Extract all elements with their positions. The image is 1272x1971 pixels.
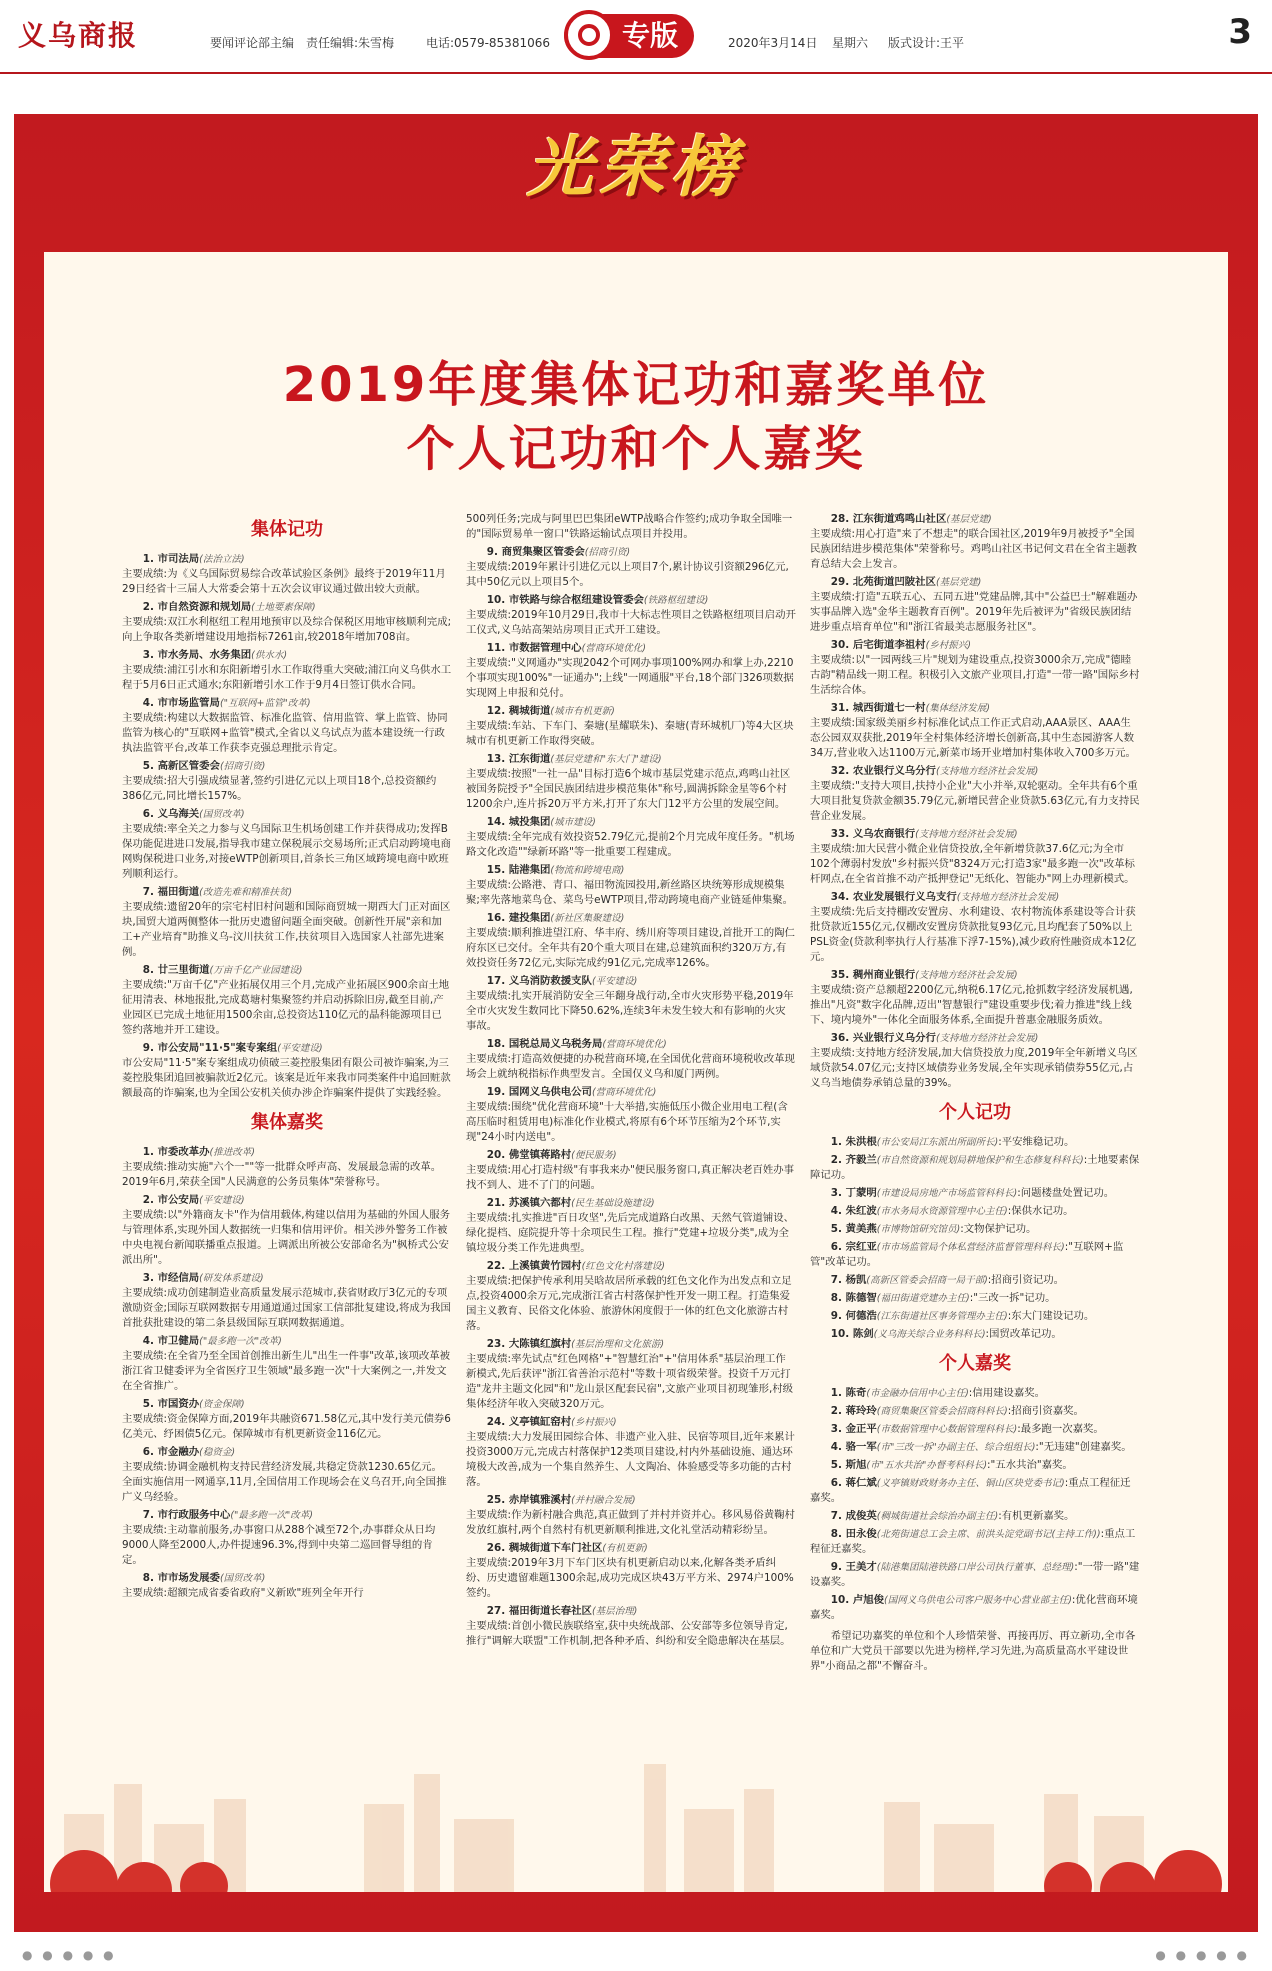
column-3 [810,512,1140,1674]
item-name: 13. 江东街道 [486,753,551,765]
item-name: 15. 陆港集团 [486,864,551,876]
item-name: 3. 金正平 [830,1423,877,1435]
item-text: :国贸改革记功。 [985,1328,1062,1340]
item-tag: (新社区集聚建设) [550,913,625,924]
list-item [810,1186,1140,1201]
item-text: 主要成绩:"支持大项目,扶持小企业"大小并举,双轮驱动。全年共有6个重大项目批复贷款金额35.79亿元,新增民营企业贷款5.63亿元,有力支持民营企业发展。 [810,780,1140,822]
list-item [810,575,1140,635]
item-tag: (资金保障) [199,1399,245,1410]
item-text: 主要成绩:为《义乌国际贸易综合改革试验区条例》最终于2019年11月29日经省十三届人大常委会第十五次会议审议通过做出较大贡献。 [122,568,446,595]
item-text: 主要成绩:招大引强成绩显著,签约引进亿元以上项目18个,总投资额约386亿元,同比增长157%。 [122,775,437,802]
item-tag: (北苑街道总工会主席、前洪头淀党副书记(主持工作)) [876,1529,1101,1540]
item-name: 6. 宗红亚 [830,1241,877,1253]
item-name: 32. 农业银行义乌分行 [830,765,936,777]
item-tag: (市博物馆研究馆员) [876,1224,961,1235]
item-text: 主要成绩:资产总额超2200亿元,纳税6.17亿元,抢抓数字经济发展机遇,推出"凡资"数字化品牌,迈出"智慧银行"建设重要步伐;着力推进"线上线下、境内境外"一体化全面服务体系,全面提升普惠金融服务质效。 [810,984,1133,1026]
item-tag: (商贸集聚区管委会招商科科长) [876,1406,1008,1417]
item-text: 主要成绩:作为新村融合典范,真正做到了并村并资并心。移风易俗黄鞠村发放红旗村,两个自然村有机更新顺利推进,文化礼堂活动精彩纷呈。 [466,1509,795,1536]
item-tag: (国贸改革) [219,1573,266,1584]
list-item [122,696,452,756]
list-item [122,963,452,1038]
item-text: 主要成绩:成功创建制造业高质量发展示范城市,获省财政厅3亿元的专项激励资金;国际互联网数据专用通道通过国家工信部批复建设,将成为我国首批获批建设的第二条县级国际互联网数据通道。 [122,1287,451,1329]
list-item [466,704,796,749]
list-item [466,1085,796,1145]
item-text: 主要成绩:公路港、青口、福田物流园投用,新丝路区块统筹形成规模集聚;率先落地菜鸟仓、菜鸟号eWTP项目,带动跨境电商产业链延伸集聚。 [466,879,794,906]
list-item [810,638,1140,698]
item-text: :招商引资记功。 [987,1274,1065,1286]
item-text: 主要成绩:浦江引水和东阳新增引水工作取得重大突破;浦江向义乌供水工程于5月6日正式通水;东阳新增引水工作于9月4日签订供水合同。 [122,664,452,691]
list-item [810,1153,1140,1183]
item-tag: (平安建设) [199,1195,245,1206]
item-tag: (市建设局房地产市场监管科科长) [876,1188,1018,1199]
item-tag: (营商环境优化) [581,643,646,654]
list-item [810,1240,1140,1270]
item-tag: (市市场监管局个体私营经济监督管理科科长) [876,1242,1065,1253]
list-item [810,701,1140,761]
item-text: 市公安局"11·5"案专案组成功侦破三菱控股集团有限公司被诈骗案,为三菱控股集团追回被骗款近2亿元。该案是近年来我市同类案件中追回赃款额最高的诈骗案,也为全国公安机关侦办涉企诈骗案件提供了实践经验。 [122,1057,451,1099]
item-name: 33. 义乌农商银行 [830,828,916,840]
item-name: 11. 市数据管理中心 [486,642,582,654]
item-name: 8. 陈德智 [830,1292,877,1304]
item-text: 主要成绩:支持地方经济发展,加大信贷投放力度,2019年全年新增义乌区域贷款54.07亿元;支持区域债券业务发展,全年实现承销债券55亿元,占义乌当地债券承销总量的39%。 [810,1047,1138,1089]
banner [474,120,796,216]
item-tag: (便民服务) [571,1150,617,1161]
item-tag: (陆港集团陆港铁路口岸公司执行董事、总经理) [876,1562,1075,1573]
item-tag: (供水水) [251,650,288,661]
item-name: 25. 赤岸镇雅溪村 [486,1494,572,1506]
item-text: 主要成绩:顺利推进望江府、华丰府、绣川府等项目建设,首批开工的陶仁府东区已交付。全年共有20个重大项目在建,总建筑面积约320万方,有效投资任务72亿元,实际完成约91亿元,完成率126%。 [466,927,795,969]
item-name: 10. 陈剑 [830,1328,874,1340]
item-tag: (民生基础设施建设) [571,1198,655,1209]
city-skyline-image [44,1744,1228,1892]
item-name: 6. 义乌海关 [142,808,200,820]
item-text: 主要成绩:2019年累计引进亿元以上项目7个,累计协议引资额296亿元,其中50亿元以上项目5个。 [466,561,789,588]
item-tag: ("最多跑一次"改革) [230,1510,313,1521]
item-name: 5. 黄美燕 [830,1223,877,1235]
item-text: 主要成绩:2019年10月29日,我市十大标志性项目之铁路枢纽项目启动开工仪式,义乌站高架站房项目正式开工建设。 [466,609,796,636]
list-item [810,1422,1140,1437]
item-name: 18. 国税总局义乌税务局 [486,1038,603,1050]
item-name: 8. 市市场发展委 [142,1572,220,1584]
item-text: 主要成绩:大力发展田园综合体、非遗产业入驻、民宿等项目,近年来累计投资3000万元,完成古村落保护12类项目建设,村内外基础设施、通达环境极大改善,成为一个集自然养生、人文陶冶、体验感受等多功能的古村落。 [466,1431,795,1488]
list-item [810,1291,1140,1306]
list-item [810,512,1140,572]
item-name: 7. 福田街道 [142,886,200,898]
item-name: 7. 成俊英 [830,1510,877,1522]
item-name: 34. 农业发展银行义乌支行 [830,891,957,903]
item-text: :有机更新嘉奖。 [998,1510,1075,1522]
list-item [122,1445,452,1505]
list-item [466,1604,796,1649]
item-name: 7. 市行政服务中心 [142,1509,231,1521]
item-name: 36. 兴业银行义乌分行 [830,1032,936,1044]
list-item [810,827,1140,887]
list-item [466,974,796,1034]
item-tag: (招商引资) [219,761,266,772]
item-name: 1. 陈奇 [830,1387,867,1399]
item-text: 主要成绩:扎实推进"百日攻坚",先后完成道路白改黑、天然气管道铺设、绿化提档、庭院提升等十余项民生工程。推行"党建+垃圾分类",成为全镇垃圾分类工作先进典型。 [466,1212,795,1254]
collective-commendation-list [122,1145,452,1601]
item-tag: (支持地方经济社会发展) [915,829,1018,840]
section-label: 专版 [564,14,694,58]
item-tag: (市"三改一拆"办副主任、综合组组长) [876,1442,1036,1453]
list-item [122,759,452,804]
item-text: 主要成绩:扎实开展消防安全三年翻身战行动,全市火灾形势平稳,2019年全市火灾发生数同比下降50.62%,连续3年未发生较大和有影响的火灾事故。 [466,990,794,1032]
item-tag: (改造先难和精准扶贫) [199,887,293,898]
item-name: 22. 上溪镇黄竹园村 [486,1260,582,1272]
item-name: 28. 江东街道鸡鸣山社区 [830,513,947,525]
item-name: 3. 市水务局、水务集团 [142,649,252,661]
item-name: 16. 建投集团 [486,912,551,924]
item-tag: (万亩千亿产业园建设) [209,965,303,976]
list-item [466,1148,796,1193]
item-name: 31. 城西街道七一村 [830,702,926,714]
item-text: :平安维稳记功。 [998,1136,1075,1148]
item-name: 6. 蒋仁斌 [830,1477,877,1489]
item-text: 主要成绩:遗留20年的宗宅村旧村问题和国际商贸城一期西大门正对面区块,国贸大道两侧整体一批历史遗留问题全面突破。创新性开展"亲和加工+产业培育"助推义乌-汶川扶贫工作,扶贫项目入选国家人社部先进案例。 [122,901,451,958]
list-item [466,1541,796,1601]
item-tag: (平安建设) [277,1043,323,1054]
item-tag: (营商环境优化) [591,1087,657,1098]
item-tag: (市数据管理中心数据管理科科长) [876,1424,1018,1435]
item-name: 2. 蒋玲玲 [830,1405,877,1417]
item-tag: (乡村振兴) [925,640,971,651]
list-item [810,764,1140,824]
item-text: :信用建设嘉奖。 [968,1387,1046,1399]
item-text: 主要成绩:围绕"优化营商环境"十大举措,实施低压小微企业用电工程(含高压临时租赁用电)标准化作业模式,将原有6个环节压缩为2个环节,实现"24小时内送电"。 [466,1101,788,1143]
item-text: 主要成绩:超额完成省委省政府"义新欧"班列全年开行 [122,1587,364,1599]
item-tag: (义亭镇财政财务办主任、铜山区块党委书记) [876,1478,1065,1489]
item-name: 9. 市公安局"11·5"案专案组 [142,1042,278,1054]
item-text: :"三改一拆"记功。 [969,1292,1056,1304]
item-tag: (基层党建) [946,514,992,525]
list-item [466,545,796,590]
list-item [810,1031,1140,1091]
list-item [122,1193,452,1268]
item-name: 8. 田永俊 [830,1528,877,1540]
pin-badge-icon [564,10,614,60]
list-item [122,1397,452,1442]
item-tag: (支持地方经济社会发展) [915,970,1018,981]
list-item [466,752,796,812]
item-name: 12. 稠城街道 [486,705,551,717]
item-name: 20. 佛堂镇蒋路村 [486,1149,572,1161]
list-item [122,1041,452,1101]
masthead [0,0,1272,74]
item-tag: (基层党建) [935,577,982,588]
item-tag: (国贸改革) [199,809,245,820]
item-tag: (国网义乌供电公司客户服务中心营业部主任) [884,1595,1072,1606]
item-text: 主要成绩:打造高效便捷的办税营商环境,在全国优化营商环境税收改革现场会上就纳税指标作典型发言。全国仅义乌和厦门两例。 [466,1053,795,1080]
issue-date: 2020年3月14日 [728,36,818,50]
list-item [466,641,796,701]
item-tag: (有机更新) [602,1543,648,1554]
item-text: :重点工程征迁嘉奖。 [810,1477,1131,1504]
item-text: :招商引资嘉奖。 [1007,1405,1084,1417]
list-item [810,1135,1140,1150]
paper-name: 义乌商报 [18,19,139,52]
item-tag: (市水务局水资源管理中心主任) [876,1206,1008,1217]
item-tag: (红色文化村落建设) [581,1261,665,1272]
item-text: 主要成绩:按照"一社一品"目标打造6个城市基层党建示范点,鸡鸣山社区被国务院授予"全国民族团结进步模范集体"称号,圆满拆除金星等6个村1200余户,连片拆20万平方米,打开了东大门12平方公里的发展空间。 [466,768,791,810]
item-text: :"五水共治"嘉奖。 [987,1459,1073,1471]
item-name: 2. 齐毅兰 [830,1154,877,1166]
list-item [122,1145,452,1190]
item-text: 主要成绩:用心打造"来了不想走"的联合国社区,2019年9月被授予"全国民族团结进步模范集体"荣誉称号。鸡鸣山社区书记何文君在全省主题教育总结大会上发言。 [810,528,1137,570]
collective-commendation-list-cont-2 [810,512,1140,1091]
section-heading-individual-merit: 个人记功 [939,1102,1011,1123]
closing-paragraph: 希望记功嘉奖的单位和个人珍惜荣誉、再接再厉、再立新功,全市各单位和广大党员干部要以先进为榜样,学习先进,为高质量高水平建设世界"小商品之都"不懈奋斗。 [810,1630,1136,1672]
item-tag: (城市有机更新) [550,706,615,717]
weekday: 星期六 [832,36,869,50]
item-name: 24. 义亭镇缸窑村 [486,1416,572,1428]
item-name: 4. 市卫健局 [142,1335,200,1347]
section-heading-collective-commendation: 集体嘉奖 [251,1112,323,1133]
item-name: 5. 高新区管委会 [142,760,220,772]
item-text: 主要成绩:协调金融机构支持民营经济发展,共稳定贷款1230.65亿元。全面实施信用一网通享,11月,全国信用工作现场会在义乌召开,向全国推广义乌经验。 [122,1461,447,1503]
item-name: 23. 大陈镇红旗村 [486,1338,572,1350]
item-tag: (基层党建和"东大门"建设) [550,754,662,765]
item-tag: (并村融合发展) [571,1495,636,1506]
page-number: 3 [1228,12,1252,52]
footer-decoration-right: ● ● ● ● ● [1155,1948,1250,1962]
item-tag: (福田街道党建办主任) [876,1293,970,1304]
list-item [466,815,796,860]
item-text: 主要成绩:主动靠前服务,办事窗口从288个减至72个,办事群众从日均9000人降至2000人,办件提速96.3%,得到中央第二巡回督导组的肯定。 [122,1524,436,1566]
item-text: :问题楼盘处置记功。 [1017,1187,1115,1199]
item-name: 1. 朱洪根 [830,1136,877,1148]
list-item [810,1458,1140,1473]
list-item [122,1571,452,1601]
item-name: 21. 苏溪镇六都村 [486,1197,572,1209]
footer-decoration-left: ● ● ● ● ● [22,1948,117,1962]
item-tag: (城市建设) [550,817,596,828]
item-name: 17. 义乌消防救援支队 [486,975,592,987]
list-item [466,1037,796,1082]
list-item [810,1386,1140,1401]
item-text: 主要成绩:国家级美丽乡村标准化试点工作正式启动,AAA景区、AAA生态公园双双获批,2019年全村集体经济增长创新高,其中生态园游客人数34万,营业收入达1100万元,新菜市场开业增加村集体收入700多万元。 [810,717,1136,759]
list-item [122,1508,452,1568]
item-name: 3. 市经信局 [142,1272,200,1284]
list-item [810,1476,1140,1506]
item-tag: (支持地方经济社会发展) [956,892,1060,903]
item-tag: (法治立法) [199,554,245,565]
collective-commendation-list-cont [466,545,796,1649]
list-item [466,1337,796,1412]
designer: 版式设计:王平 [888,36,965,50]
item-text: 主要成绩:车站、下车门、秦塘(星耀联朱)、秦塘(青环城机厂)等4大区块城市有机更新工作取得突破。 [466,720,794,747]
phone: 电话:0579-85381066 [426,36,550,50]
item-tag: (市公安局江东派出所副所长) [876,1137,999,1148]
list-item [810,1560,1140,1590]
item-text: 主要成绩:2019年3月下车门区块有机更新启动以来,化解各类矛盾纠纷、历史遗留难题1300余起,成功完成区块43万平方米、2974户100%签约。 [466,1557,794,1599]
item-tag: (铁路枢纽建设) [643,595,709,606]
list-item [810,1204,1140,1219]
item-text: :保供水记功。 [1007,1205,1074,1217]
item-text: :土地要素保障记功。 [810,1154,1140,1181]
item-tag: (物流和跨境电商) [550,865,625,876]
list-item [122,600,452,645]
item-tag: (土地要素保障) [251,602,316,613]
list-item [810,1222,1140,1237]
item-tag: (营商环境优化) [602,1039,667,1050]
banner-title: 光荣榜 [527,129,743,206]
item-text: 主要成绩:构建以大数据监管、标准化监管、信用监管、掌上监管、协同监管为核心的"互联网+监管"模式,全省以义乌试点为蓝本建设统一行政执法监管平台,改革工作获李克强总理批示肯定。 [122,712,448,754]
list-item [122,1334,452,1394]
list-item [466,1259,796,1334]
title-line-1: 2019年度集体记功和嘉奖单位 [282,357,990,413]
item-text: :"一带一路"建设嘉奖。 [810,1561,1140,1588]
list-item [466,1415,796,1490]
item-tag: (乡村振兴) [571,1417,617,1428]
list-item [810,1509,1140,1524]
list-item [810,1327,1140,1342]
list-item [810,968,1140,1028]
item-text: 主要成绩:率全关之力参与义乌国际卫生机场创建工作并获得成功;发挥B保功能促进进口发展,指导我市建立保税展示交易场所;正式启动跨境电商网购保税进口业务,对接eWTP创新项目,首条长三角区域跨境电商中欧班列顺利运行。 [122,823,451,880]
item-text: 主要成绩:双江水利枢纽工程用地预审以及综合保税区用地审核顺利完成;向上争取各类新增建设用地指标7261亩,较2018年增加708亩。 [122,616,452,643]
item-name: 26. 稠城街道下车门社区 [486,1542,603,1554]
item-tag: (招商引资) [584,547,631,558]
item-tag: (基层治理和文化旅游) [571,1339,665,1350]
item-name: 1. 市司法局 [142,553,200,565]
item-tag: (市"五水共治"办督考科科长) [866,1460,988,1471]
item-name: 6. 市金融办 [142,1446,200,1458]
item-tag: (义乌海关综合业务科科长) [873,1329,986,1340]
item-text: 主要成绩:全年完成有效投资52.79亿元,提前2个月完成年度任务。"机场路文化改造""绿新环路"等一批重要工程建成。 [466,831,795,858]
list-item [466,863,796,908]
item-text: 主要成绩:推动实施"六个一""等一批群众呼声高、发展最急需的改革。2019年6月,荣获全国"人民满意的公务员集体"荣誉称号。 [122,1161,442,1188]
item-name: 8. 廿三里街道 [142,964,210,976]
continued-text: 500列任务;完成与阿里巴巴集团eWTP战略合作签约;成功争取全国唯一的"国际贸易单一窗口"铁路运输试点项目并投用。 [466,513,793,540]
item-name: 30. 后宅街道李祖村 [830,639,926,651]
item-tag: (推进改革) [209,1147,255,1158]
item-name: 10. 卢旭俊 [830,1594,884,1606]
item-text: 主要成绩:资金保障方面,2019年共融资671.58亿元,其中发行美元债券6亿美元、纾困债5亿元。保障城市有机更新资金116亿元。 [122,1413,451,1440]
item-name: 2. 市自然资源和规划局 [142,601,252,613]
list-item [810,890,1140,965]
item-name: 14. 城投集团 [486,816,551,828]
item-text: :优化营商环境嘉奖。 [810,1594,1138,1621]
item-text: 主要成绩:以"外籍商友卡"作为信用载体,构建以信用为基础的外国人服务与管理体系,实现外国人数据统一归集和信用评价。相关涉外警务工作被中央电视台新闻联播重点报道。上调派出所被公安部命名为"枫桥式公安派出所"。 [122,1209,451,1266]
item-tag: ("互联网+监管"改革) [219,698,311,709]
column-2 [466,512,796,1652]
section-heading-individual-commendation: 个人嘉奖 [939,1353,1011,1374]
item-text: :"互联网+监管"改革记功。 [810,1241,1124,1268]
list-item [466,593,796,638]
item-name: 9. 何德浩 [830,1310,877,1322]
item-text: :文物保护记功。 [960,1223,1037,1235]
item-name: 9. 商贸集聚区管委会 [486,546,585,558]
item-text: 主要成绩:打造"五联五心、五同五进"党建品牌,其中"公益巴士"解难题办实事品牌入选"金华主题教育百例"。2019年先后被评为"省级民族团结进步重点培育单位"和"浙江省最美志愿服务社区"。 [810,591,1138,633]
list-item [810,1404,1140,1419]
item-tag: (支持地方经济社会发展) [935,1033,1039,1044]
item-tag: (市自然资源和规划局耕地保护和生态修复科科长) [876,1155,1084,1166]
item-tag: (研发体系建设) [199,1273,264,1284]
item-text: :最多跑一次嘉奖。 [1017,1423,1104,1435]
list-item [810,1440,1140,1455]
list-item [466,1196,796,1256]
item-tag: (平安建设) [591,976,638,987]
item-name: 9. 王美才 [830,1561,877,1573]
item-tag: (高新区管委会招商一局干部) [866,1275,988,1286]
item-tag: (市金融办信用中心主任) [866,1388,969,1399]
item-name: 10. 市铁路与综合枢纽建设管委会 [486,594,644,606]
item-text: 主要成绩:加大民营小微企业信贷投放,全年新增贷款37.6亿元;为全市102个薄弱村发放"乡村振兴贷"8324万元;打造3家"最多跑一次"改革标杆网点,在全省首推不动产抵押登记"无纸化、智能办"网上办理新模式。 [810,843,1135,885]
item-text: :重点工程征迁嘉奖。 [810,1528,1136,1555]
item-text: 主要成绩:首创小微民族联络室,获中央统战部、公安部等多位领导肯定,推行"调解大联盟"工作机制,把各种矛盾、纠纷和安全隐患解决在基层。 [466,1620,791,1647]
collective-merit-list [122,552,452,1101]
item-name: 19. 国网义乌供电公司 [486,1086,592,1098]
item-name: 4. 朱红波 [830,1205,877,1217]
item-text: 主要成绩:"义网通办"实现2042个可网办事项100%网办和掌上办,2210个事项实现100%"一证通办";上线"一网通服"平台,18个部门326项数据实现网上申报和兑付。 [466,657,794,699]
item-name: 29. 北苑街道凹陂社区 [830,576,936,588]
list-item [466,1493,796,1538]
item-name: 5. 斯旭 [830,1459,867,1471]
list-item [810,1309,1140,1324]
item-tag: (稳资金) [199,1447,236,1458]
item-tag: (稠城街道社会综治办副主任) [876,1511,999,1522]
list-item [122,807,452,882]
item-tag: ("最多跑一次"改革) [199,1336,282,1347]
item-text: 主要成绩:把保护传承利用吴晗故居所承载的红色文化作为出发点和立足点,投资4000余万元,完成浙江省古村落保护性开发一期工程。打造集爱国主义教育、民俗文化体验、旅游休闲度假于一体的红色文化旅游古村落。 [466,1275,792,1332]
item-name: 5. 市国资办 [142,1398,200,1410]
individual-commendation-list [810,1386,1140,1623]
item-text: 主要成绩:在全省乃至全国首创推出新生儿"出生一件事"改革,该项改革被浙江省卫健委评为全省医疗卫生领域"最多跑一次"十大案例之一,并发文在全省推广。 [122,1350,451,1392]
item-tag: (集体经济发展) [925,703,990,714]
footer [0,1940,1272,1971]
item-tag: (支持地方经济社会发展) [935,766,1039,777]
item-text: 主要成绩:率先试点"红色网格"+"智慧红治"+"信用体系"基层治理工作新模式,先后获评"浙江省善治示范村"等数十项省级荣誉。投资千万元打造"龙井主题文化园"和"龙山景区配套民宿",文旅产业项目初现雏形,村级集体经济年收入突破320万元。 [466,1353,794,1410]
item-name: 35. 稠州商业银行 [830,969,916,981]
item-name: 2. 市公安局 [142,1194,200,1206]
list-item [810,1593,1140,1623]
item-text: 主要成绩:以"一园两线三片"规划为建设重点,投资3000余万,完成"德睦古韵"精品线一期工程。积极引入文旅产业项目,打造"一带一路"国际乡村生活综合体。 [810,654,1140,696]
duty-editor: 责任编辑:朱雪梅 [306,36,395,50]
list-item [122,552,452,597]
item-text: :东大门建设记功。 [1007,1310,1095,1322]
list-item [466,911,796,971]
item-text: 主要成绩:用心打造村级"有事我来办"便民服务窗口,真正解决老百姓办事找不到人、进不了门的问题。 [466,1164,795,1191]
item-name: 4. 骆一军 [830,1441,877,1453]
list-item [122,885,452,960]
editor: 要闻评论部主编 [210,36,295,50]
item-tag: (基层治理) [591,1606,638,1617]
list-item [810,1273,1140,1288]
item-name: 27. 福田街道长春社区 [486,1605,592,1617]
title-line-2: 个人记功和个人嘉奖 [406,421,866,477]
item-text: 主要成绩:先后支持棚改安置房、水利建设、农村物流体系建设等合计获批贷款近155亿元,仅棚改安置房贷款批复93亿元,且均配套了50%以上PSL资金(贷款利率执行人行基准下浮7-15%),减少政府性融资成本12亿元。 [810,906,1137,963]
item-text: 主要成绩:"万亩千亿"产业拓展仅用三个月,完成产业拓展区900余亩土地征用清表、林地报批,完成葛塘村集聚签约并启动拆除旧房,截至目前,产业园区已完成土地征用1500余亩,总投资达110亿元的晶科能源项目已签约落地并开工建设。 [122,979,450,1036]
item-name: 1. 市委改革办 [142,1146,210,1158]
item-name: 4. 市市场监管局 [142,697,220,709]
section-heading-collective-merit: 集体记功 [251,519,323,540]
item-name: 3. 丁蒙明 [830,1187,877,1199]
individual-merit-list [810,1135,1140,1342]
list-item [810,1527,1140,1557]
item-text: :"无违建"创建嘉奖。 [1035,1441,1132,1453]
item-tag: (江东街道社区事务管理办主任) [876,1311,1008,1322]
column-1 [122,512,452,1604]
list-item [122,648,452,693]
item-name: 7. 杨凯 [830,1274,867,1286]
list-item [122,1271,452,1331]
